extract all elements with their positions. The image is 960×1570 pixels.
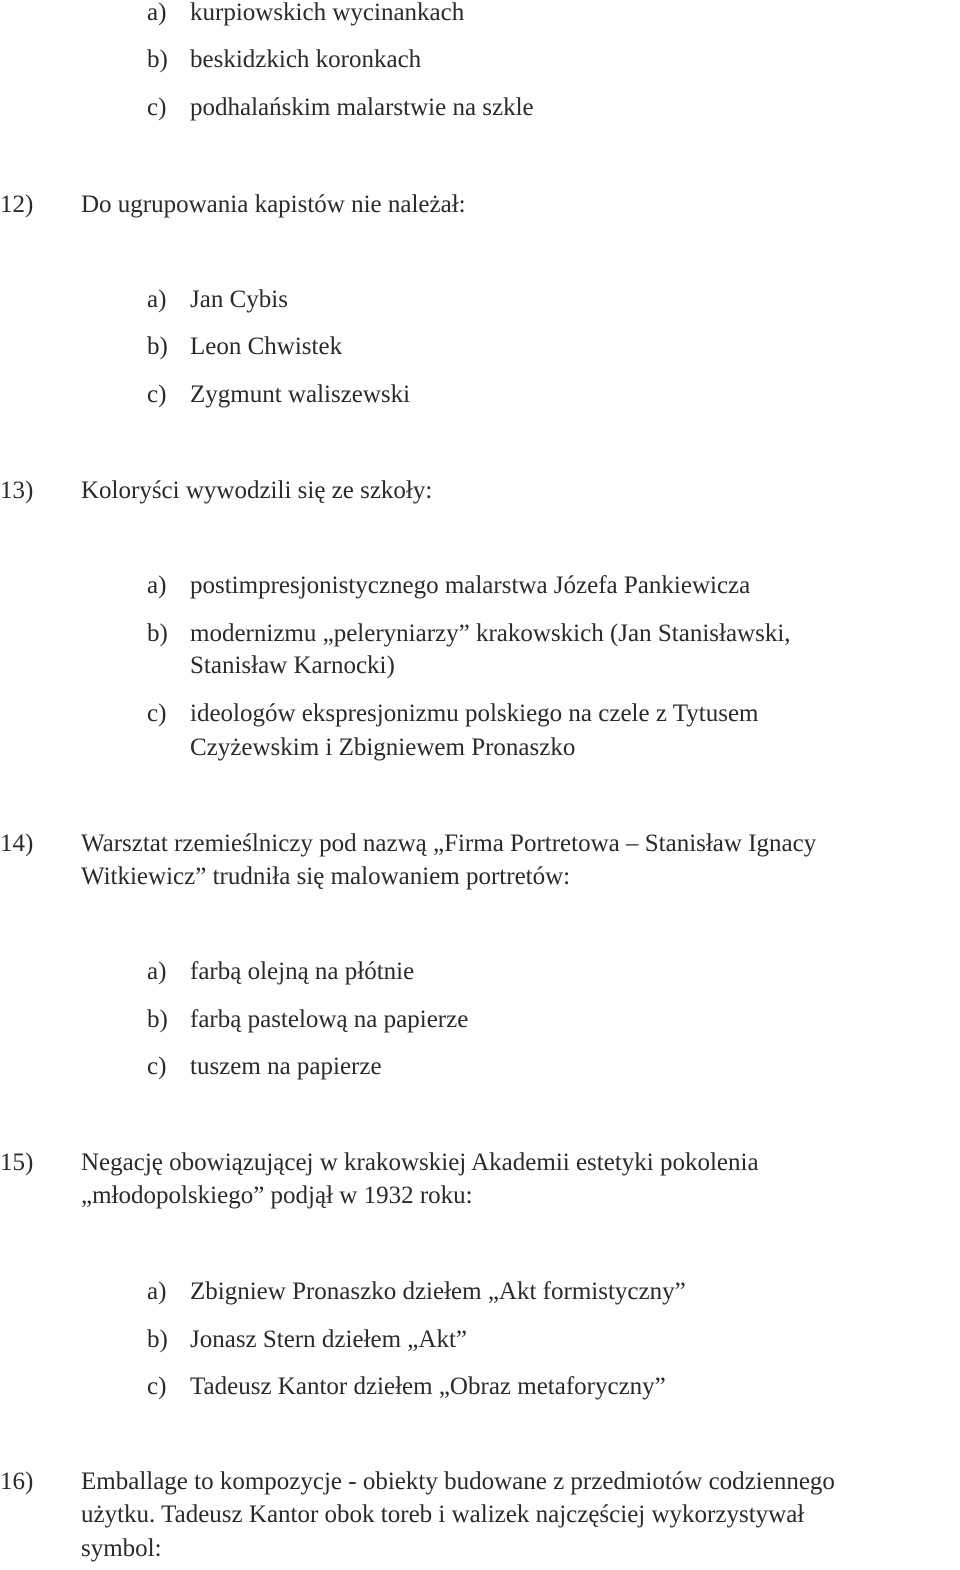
question-text-continued: Witkiewicz” trudniła się malowaniem portretów: — [81, 863, 571, 890]
answer-label: a) — [147, 958, 167, 985]
answer-text: Tadeusz Kantor dziełem „Obraz metaforyczny” — [190, 1373, 666, 1400]
answer-text: postimpresjonistycznego malarstwa Józefa Pankiewicza — [190, 572, 751, 599]
answer-text: modernizmu „peleryniarzy” krakowskich (Jan Stanisławski, — [190, 620, 791, 647]
answer-text-continued: Czyżewskim i Zbigniewem Pronaszko — [190, 734, 576, 761]
question-text-continued: „młodopolskiego” podjął w 1932 roku: — [81, 1182, 473, 1209]
answer-text-continued: Stanisław Karnocki) — [190, 652, 395, 679]
question-number: 13) — [0, 477, 34, 504]
answer-text: Leon Chwistek — [190, 333, 343, 360]
answer-label: a) — [147, 0, 167, 26]
answer-label: c) — [147, 1053, 167, 1080]
answer-label: c) — [147, 700, 167, 727]
answer-label: b) — [147, 1326, 168, 1353]
question-number: 15) — [0, 1149, 34, 1176]
question-text: Negację obowiązującej w krakowskiej Akademii estetyki pokolenia — [81, 1149, 759, 1176]
answer-text: Jonasz Stern dziełem „Akt” — [190, 1326, 467, 1353]
answer-label: b) — [147, 46, 168, 73]
answer-text: Zbigniew Pronaszko dziełem „Akt formistyczny” — [190, 1278, 686, 1305]
answer-label: a) — [147, 572, 167, 599]
answer-text: Jan Cybis — [190, 286, 288, 313]
question-number: 14) — [0, 830, 34, 857]
answer-text: Zygmunt waliszewski — [190, 381, 411, 408]
answer-label: c) — [147, 381, 167, 408]
answer-label: a) — [147, 286, 167, 313]
answer-label: b) — [147, 620, 168, 647]
answer-label: c) — [147, 94, 167, 121]
answer-text: tuszem na papierze — [190, 1053, 382, 1080]
answer-text: ideologów ekspresjonizmu polskiego na czele z Tytusem — [190, 700, 759, 727]
question-text: Do ugrupowania kapistów nie należał: — [81, 191, 466, 218]
question-text: Emballage to kompozycje - obiekty budowane z przedmiotów codziennego — [81, 1468, 835, 1495]
question-number: 12) — [0, 191, 34, 218]
answer-text: podhalańskim malarstwie na szkle — [190, 94, 534, 121]
question-number: 16) — [0, 1468, 34, 1495]
question-text: Warsztat rzemieślniczy pod nazwą „Firma Portretowa – Stanisław Ignacy — [81, 830, 817, 857]
answer-text: kurpiowskich wycinankach — [190, 0, 465, 26]
answer-label: b) — [147, 1006, 168, 1033]
answer-text: farbą pastelową na papierze — [190, 1006, 469, 1033]
question-text: Koloryści wywodzili się ze szkoły: — [81, 477, 433, 504]
answer-label: b) — [147, 333, 168, 360]
answer-label: a) — [147, 1278, 167, 1305]
question-text-continued: symbol: — [81, 1535, 162, 1562]
answer-text: farbą olejną na płótnie — [190, 958, 415, 985]
answer-label: c) — [147, 1373, 167, 1400]
question-text-continued: użytku. Tadeusz Kantor obok toreb i walizek najczęściej wykorzystywał — [81, 1501, 805, 1528]
answer-text: beskidzkich koronkach — [190, 46, 422, 73]
